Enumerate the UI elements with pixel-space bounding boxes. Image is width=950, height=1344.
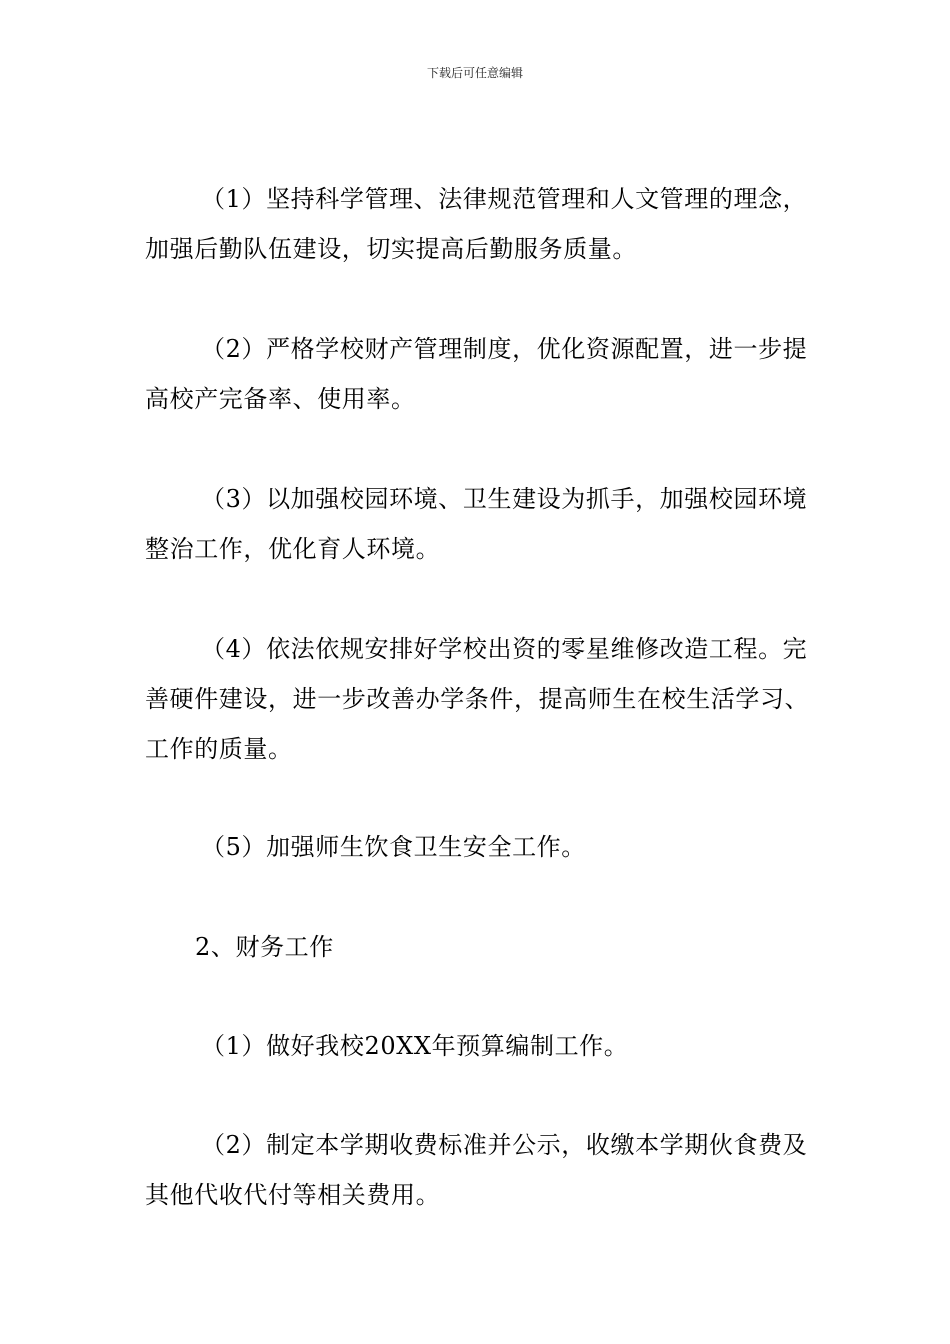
section-heading-finance: 2、财务工作 <box>195 933 334 961</box>
page-header-note: 下载后可任意编辑 <box>426 66 523 80</box>
paragraph-item-5: （5）加强师生饮食卫生安全工作。 <box>201 833 586 861</box>
paragraph-item-1: （1）坚持科学管理、法律规范管理和人文管理的理念，加强后勤队伍建设，切实提高后勤服务质量。 <box>145 185 808 263</box>
paragraph-item-3: （3）以加强校园环境、卫生建设为抓手，加强校园环境整治工作，优化育人环境。 <box>145 485 808 563</box>
paragraph-finance-1: （1）做好我校20XX年预算编制工作。 <box>201 1032 629 1060</box>
paragraph-item-4: （4）依法依规安排好学校出资的零星维修改造工程。完善硬件建设，进一步改善办学条件，提高师生在校生活学习、工作的质量。 <box>145 635 810 763</box>
paragraph-finance-2: （2）制定本学期收费标准并公示，收缴本学期伙食费及其他代收代付等相关费用。 <box>145 1131 808 1209</box>
paragraph-item-2: （2）严格学校财产管理制度，优化资源配置，进一步提高校产完备率、使用率。 <box>145 335 808 413</box>
